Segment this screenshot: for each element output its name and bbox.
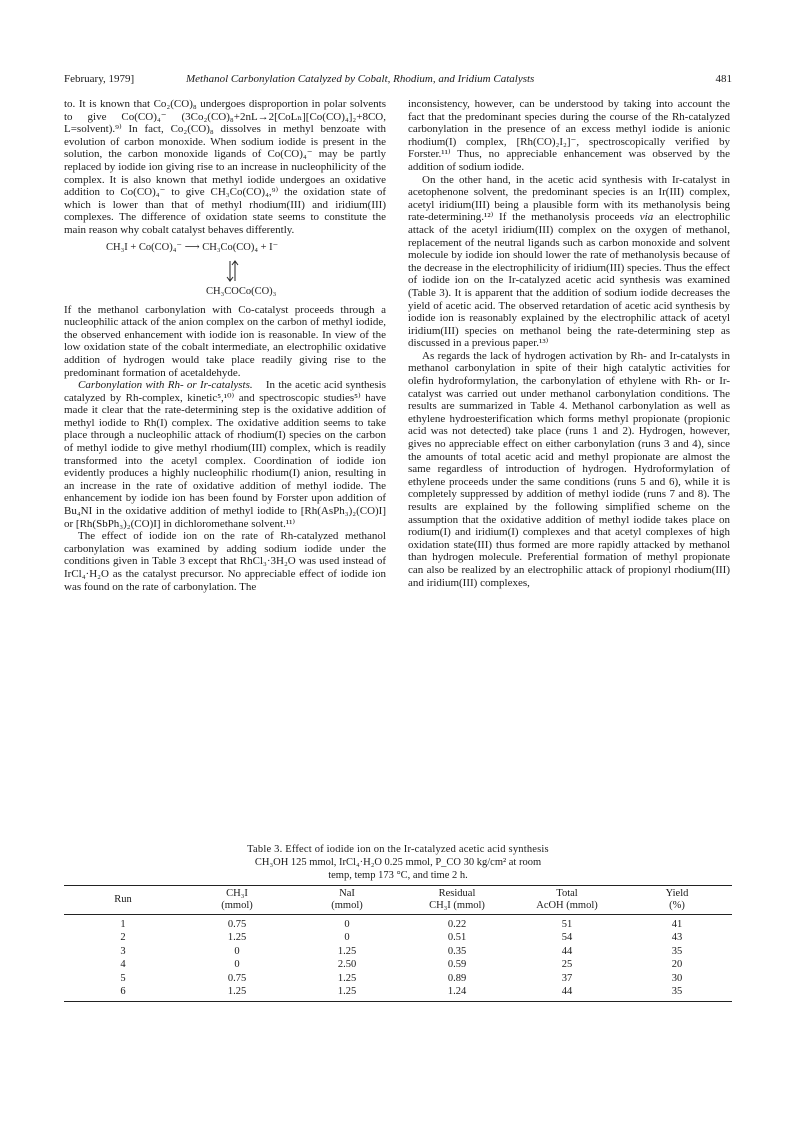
paragraph: The effect of iodide ion on the rate of Rh-catalyzed methanol carbonylation was examined by adding sodium iodide under the conditions given in Table 3 except that RhCl₃·3H₂O was used instead of IrCl₄·H₂O as the catalyst precursor. No appreciable effect of iodide ion was found on the rate of carbonylation. The	[64, 530, 386, 593]
table-cell: 35	[671, 986, 683, 998]
paragraph: inconsistency, however, can be understood by taking into account the fact that the predominant species during the course of the Rh-catalyzed carbonylation in the presence of an excess methyl iodide is anionic rhodium(I) complex, [Rh(CO)₂I₂]⁻, spectroscopically verified by Forster.¹¹⁾ Thus, no appreciable enhancement was observed by the addition of sodium iodide.	[408, 98, 730, 173]
italic-word: via	[639, 211, 654, 224]
table-cell: 0.59	[447, 959, 467, 971]
table-cell: 5	[120, 972, 126, 984]
table-cell: 0.22	[447, 919, 467, 930]
table-cell: 54	[561, 932, 573, 944]
table-conditions-line-2: temp, temp 173 °C, and time 2 h.	[328, 870, 468, 881]
column-header: CH₃I (mmol)	[221, 888, 253, 911]
table-cell: 43	[671, 932, 683, 944]
table-cell: 0.75	[227, 919, 247, 930]
paragraph: As regards the lack of hydrogen activation by Rh- and Ir-catalysts in methanol carbonylation in spite of their high catalytic activities for olefin hydroformylation, the carbonylation of ethylene with Rh- or Ir-catalyst was carried out under methanol carbonylation conditions. The results are summarized in Table 4. Methanol carbonylation as well as ethylene hydroesterification which forms methyl propionate (propionic acid was not detected) take place (runs 1 and 2). Hydrogen, however, gives no appreciable effect on either carbonylation (runs 3 and 4), since the amounts of total acetic acid and methyl propionate are almost the same regardless of introduction of hydrogen. Hydroformylation of ethylene proceeds under the same conditions (runs 5 and 6), while it is completely suppressed by addition of methyl iodide (runs 7 and 8). The results are explained by the following simplified scheme on the assumption that the oxidative addition of methyl iodide takes place on rodium(I) and iridium(I) complexes and that acetyl complexes of high oxidation state(III) thus formed are more rapidly attacked by methanol than hydrogen molecule. Preferential formation of methyl propionate can also be realized by an electrophilic attack of propionyl rhodium(III) and iridium(III) complexes,	[408, 349, 730, 589]
section-heading: Carbonylation with Rh- or Ir-catalysts.	[78, 379, 253, 392]
running-header	[64, 72, 732, 86]
issue-date: February, 1979]	[64, 73, 135, 85]
column-header: Yield (%)	[665, 888, 689, 911]
paragraph-text: On the other hand, in the acetic acid synthesis with Ir-catalyst in acetophenone solvent, the predominant species is an Ir(III) complex, acetyl iridium(III) being a plausible form with its methanolysis being rate-determining.¹²⁾ If the methanolysis proceeds	[408, 173, 730, 224]
table-cell: 0	[344, 932, 350, 944]
table-cell: 2	[120, 932, 126, 944]
table-cell: 30	[671, 972, 683, 984]
table-cell: 1.25	[227, 932, 247, 944]
table-row	[64, 972, 732, 985]
table-cell: 41	[671, 919, 683, 930]
table-cell: 0	[344, 919, 350, 930]
table-cell: 35	[671, 945, 683, 957]
scheme-equation: CH₃I + Co(CO)₄⁻ ⟶ CH₃Co(CO)₄ + I⁻	[106, 241, 279, 253]
table-row	[64, 985, 732, 1002]
table-cell: 1.25	[337, 972, 357, 984]
paragraph-section	[64, 379, 386, 530]
table-conditions-line-1: CH₃OH 125 mmol, IrCl₄·H₂O 0.25 mmol, P_CO 30 kg/cm² at room	[254, 857, 542, 868]
table-cell: 1.25	[337, 986, 357, 998]
table-row	[64, 931, 732, 944]
table-cell: 44	[561, 945, 573, 957]
table-cell: 51	[561, 919, 573, 930]
page-number: 481	[715, 73, 732, 85]
table-cell: 3	[120, 945, 126, 957]
table-3	[64, 843, 732, 1002]
paragraph-composite	[408, 174, 730, 350]
table-cell: 0	[234, 945, 240, 957]
table-cell: 44	[561, 986, 573, 998]
table-row	[64, 945, 732, 958]
column-header: Total AcOH (mmol)	[536, 888, 598, 911]
column-header: NaI (mmol)	[331, 888, 363, 911]
data-table	[64, 885, 732, 1002]
table-title: Table 3. Effect of iodide ion on the Ir-catalyzed acetic acid synthesis	[247, 844, 549, 855]
paragraph-text: an electrophilic attack of the acetyl iridium(III) complex on the oxygen of methanol, replacement of the neutral ligands such as carbon monoxide and solvent molecule by iodide ion should lower the rate of methanolysis because of the decrease in the electrophilicity of iridium(III) species. Thus the effect of iodide ion on the Ir-catalyzed acetic acid synthesis was examined (Table 3). It is apparent that the addition of sodium iodide decreases the yield of acetic acid. The observed retardation of acetic acid synthesis by iodide ion is reasonably explained by the electrophilic attack of acetyl iridium(III) species on methanol being the rate-determining step as discussed in a previous paper.¹³⁾	[408, 211, 730, 350]
table-cell: 1	[120, 919, 126, 930]
right-column	[408, 98, 730, 589]
table-cell: 2.50	[337, 959, 357, 971]
column-header: Residual CH₃I (mmol)	[429, 888, 485, 911]
paragraph-text: In the acetic acid synthesis catalyzed by Rh-complex, kinetic⁵,¹⁰⁾ and spectroscopic studies⁵⁾ have made it clear that the rate-determining step is the oxidative addition of methyl iodide to Rh(I) complex. The oxidative addition seems to take place through a nucleophilic attack of rhodium(I) species on the carbon of methyl iodide to give methyl rhodium(III) complex, which is readily transformed into the acetyl complex. Coordination of iodide ion evidently produces a highly nucleophilic rhodium(I) anion, resulting in an increase in the rate of oxidative addition of methyl iodide. The enhancement by iodide ion has been found by Forster upon addition of Bu₄NI in the oxidative addition of methyl iodide to [Rh(AsPh₃)₂(CO)I] or [Rh(SbPh₃)₂(CO)I] in dichloromethane solvent.¹¹⁾	[64, 379, 386, 530]
column-header: Run	[114, 894, 132, 905]
table-cell: 0.35	[447, 945, 467, 957]
table-cell: 0.89	[447, 972, 467, 984]
paragraph: to. It is known that Co₂(CO)₈ undergoes disproportion in polar solvents to give Co(CO)₄⁻ (3Co₂(CO)₈+2nL→2[CoLₙ][Co(CO)₄]₂+8CO, L=solvent).⁹⁾ In fact, Co₂(CO)₈ dissolves in methyl benzoate with evolution of carbon monoxide. When sodium iodide is present in the solution, the carbon monoxide ligands of Co(CO)₄⁻ may be partly replaced by iodide ion giving rise to an increase in nucleophilicity of the complex. It is also known that methyl iodide undergoes an oxidative addition to Co(CO)₄⁻ to give CH₃Co(CO)₄,⁹⁾ the oxidation state of which is lower than that of methyl rhodium(III) and iridium(III) complexes. The difference of oxidation state seems to constitute the main reason why cobalt catalyst behaves differently.	[64, 98, 386, 236]
table-row	[64, 958, 732, 971]
running-title: Methanol Carbonylation Catalyzed by Cobalt, Rhodium, and Iridium Catalysts	[186, 73, 535, 85]
table-cell: 0	[234, 959, 240, 971]
table-cell: 1.25	[337, 945, 357, 957]
table-cell: 4	[120, 959, 126, 971]
table-cell: 0.51	[447, 932, 467, 944]
scheme-product: CH₃COCo(CO)₃	[206, 285, 277, 297]
equilibrium-arrows-icon	[222, 260, 242, 282]
table-cell: 20	[671, 959, 683, 971]
table-header-row	[64, 886, 732, 915]
table-cell: 1.25	[227, 986, 247, 998]
table-cell: 25	[561, 959, 573, 971]
table-cell: 1.24	[447, 986, 467, 998]
table-row	[64, 915, 732, 932]
table-cell: 0.75	[227, 972, 247, 984]
table-cell: 6	[120, 986, 126, 998]
paragraph: If the methanol carbonylation with Co-catalyst proceeds through a nucleophilic attack of the anion complex on the carbon of methyl iodide, the observed enhancement with iodide ion is reasonable. In view of the low oxidation state of the cobalt intermediate, an electrophilic oxidative addition of hydrogen would take place readily giving rise to the predominant formation of acetaldehyde.	[64, 303, 386, 379]
reaction-scheme	[64, 240, 386, 302]
table-cell: 37	[561, 972, 573, 984]
left-column	[64, 98, 386, 593]
